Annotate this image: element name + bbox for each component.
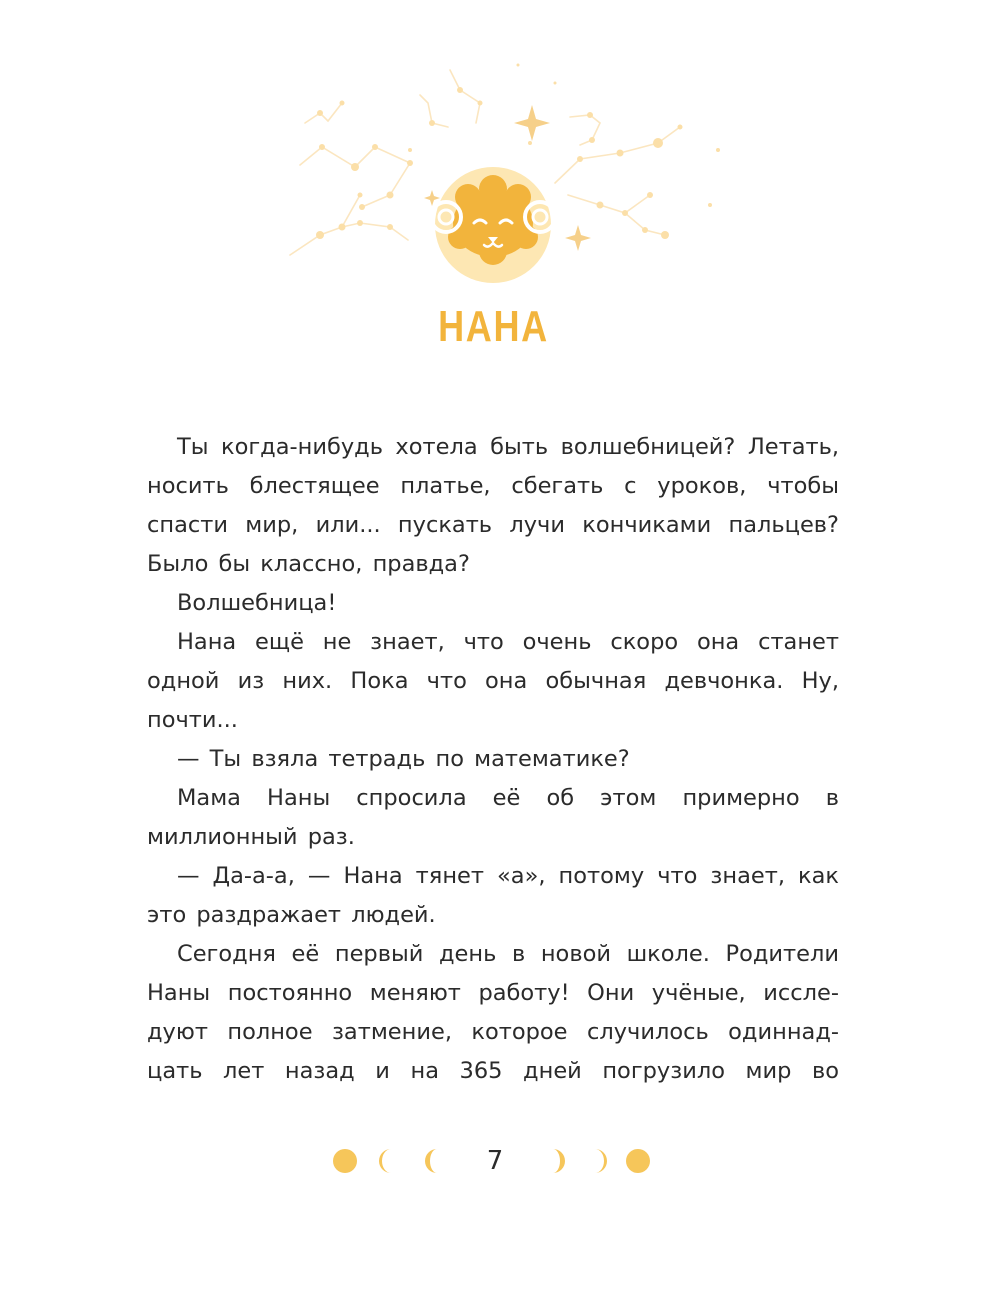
page-number: 7	[486, 1146, 504, 1176]
paragraph: Нана ещё не знает, что очень скоро она станет одной из них. Пока что она обычная девчонка. Ну, почти...	[147, 629, 839, 733]
paragraph: Мама Наны спросила её об этом примерно в миллионный раз.	[147, 785, 839, 850]
chapter-title: НАНА	[438, 302, 549, 351]
constellation-header	[280, 55, 720, 300]
body-text	[147, 428, 839, 1091]
paragraph: Сегодня её первый день в новой школе. Родители Наны постоянно меняют работу! Они учёные, исследуют полное затмение, которое случилось одиннадцать лет назад и на 365 дней погрузило мир во	[147, 941, 839, 1084]
paragraph: — Да-а-а, — Нана тянет «а», потому что знает, как это раздражает людей.	[147, 863, 839, 928]
paragraph: — Ты взяла тетрадь по математике?	[177, 746, 630, 772]
constellation-illustration	[280, 55, 720, 300]
paragraph: Ты когда-нибудь хотела быть волшебницей? Летать, носить блестящее платье, сбегать с уроков, чтобы спасти мир, или... пускать лучи кончиками пальцев? Было бы классно, правда?	[147, 434, 839, 577]
paragraph: Волшебница!	[177, 590, 337, 616]
page-footer	[325, 1140, 665, 1182]
